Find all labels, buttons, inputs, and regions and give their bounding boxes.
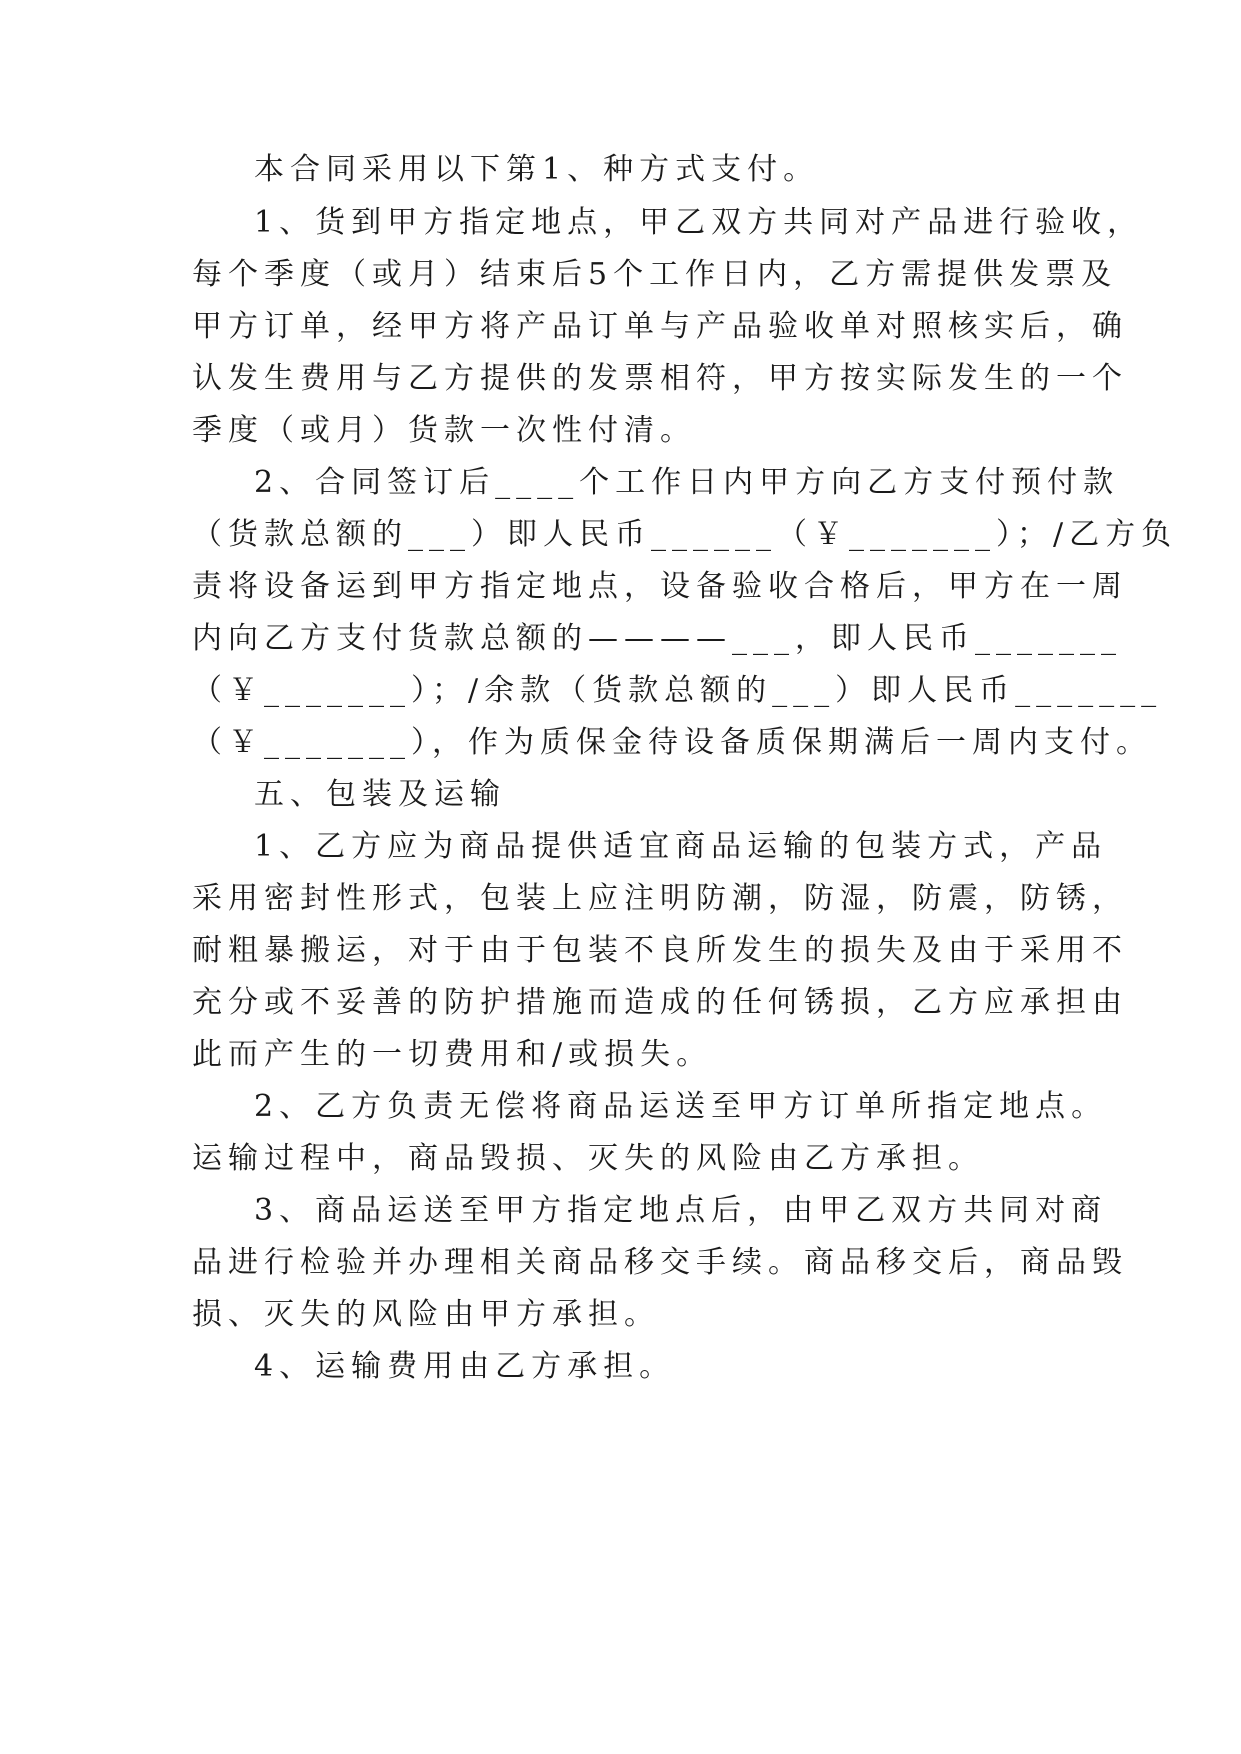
clause-2-line-3: 责将设备运到甲方指定地点，设备验收合格后，甲方在一周 (192, 569, 1128, 604)
packaging-clause-1-line-4: 充分或不妥善的防护措施而造成的任何锈损，乙方应承担由 (192, 985, 1128, 1020)
clause-1-line-5: 季度（或月）货款一次性付清。 (192, 413, 696, 448)
clause-1-line-4: 认发生费用与乙方提供的发票相符，甲方按实际发生的一个 (192, 361, 1128, 396)
clause-2-line-4: 内向乙方支付货款总额的————___，即人民币_______ (192, 621, 1122, 656)
packaging-clause-4-line-1: 4、运输费用由乙方承担。 (254, 1349, 676, 1384)
clause-2-line-2: （货款总额的___）即人民币______（￥_______）；/乙方负 (192, 517, 1178, 552)
clause-1-line-3: 甲方订单，经甲方将产品订单与产品验收单对照核实后，确 (192, 309, 1128, 344)
packaging-clause-1-line-5: 此而产生的一切费用和/或损失。 (192, 1037, 713, 1072)
packaging-clause-1-line-1: 1、乙方应为商品提供适宜商品运输的包装方式，产品 (254, 829, 1108, 864)
clause-2-line-6: （￥_______），作为质保金待设备质保期满后一周内支付。 (192, 725, 1152, 760)
packaging-clause-1-line-2: 采用密封性形式，包装上应注明防潮，防湿，防震，防锈， (192, 881, 1128, 916)
clause-2-line-5: （￥_______）；/余款（货款总额的___）即人民币_______ (192, 673, 1163, 708)
packaging-clause-2-line-2: 运输过程中，商品毁损、灭失的风险由乙方承担。 (192, 1141, 984, 1176)
packaging-clause-3-line-2: 品进行检验并办理相关商品移交手续。商品移交后，商品毁 (192, 1245, 1128, 1280)
packaging-clause-1-line-3: 耐粗暴搬运，对于由于包装不良所发生的损失及由于采用不 (192, 933, 1128, 968)
section-5-heading: 五、包装及运输 (254, 777, 506, 812)
packaging-clause-3-line-1: 3、商品运送至甲方指定地点后，由甲乙双方共同对商 (254, 1193, 1108, 1228)
packaging-clause-2-line-1: 2、乙方负责无偿将商品运送至甲方订单所指定地点。 (254, 1089, 1108, 1124)
clause-1-line-1: 1、货到甲方指定地点，甲乙双方共同对产品进行验收， (254, 205, 1144, 240)
clause-2-line-1: 2、合同签订后____个工作日内甲方向乙方支付预付款 (254, 465, 1120, 500)
packaging-clause-3-line-3: 损、灭失的风险由甲方承担。 (192, 1297, 660, 1332)
clause-1-line-2: 每个季度（或月）结束后5个工作日内，乙方需提供发票及 (192, 257, 1118, 292)
payment-method-line: 本合同采用以下第1、种方式支付。 (254, 152, 820, 187)
